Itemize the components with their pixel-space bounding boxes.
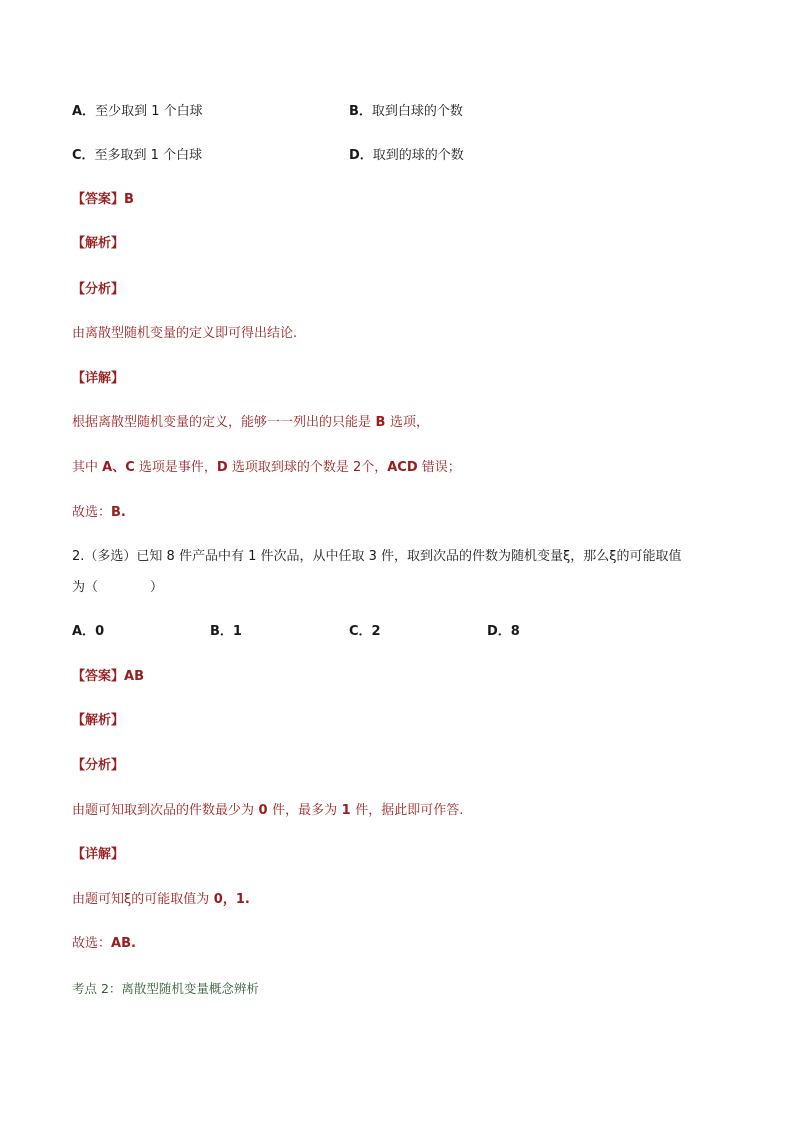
option-text: 取到的球的个数 <box>372 148 464 163</box>
q2-option-d <box>487 623 520 641</box>
q2-answer <box>72 668 144 686</box>
q2-choose <box>72 935 136 953</box>
text-segment: A、C <box>102 460 135 475</box>
text-segment: AB. <box>111 936 136 951</box>
option-label: B． <box>210 624 233 639</box>
text-segment: 0，1. <box>209 892 250 907</box>
text-segment: 选项取到球的个数是 2个， <box>227 460 388 475</box>
q2-detail-text <box>72 891 250 909</box>
q2-detail-tag: 【详解】 <box>72 847 125 862</box>
text-segment: 件，最多为 <box>272 803 338 818</box>
q1-option-c <box>72 147 202 165</box>
q2-stem-line2: 为（ ） <box>72 580 164 595</box>
text-segment: 故选： <box>72 936 112 951</box>
answer-value: AB <box>124 669 144 684</box>
option-label: A． <box>72 624 96 639</box>
q2-option-c <box>349 623 381 641</box>
q2-option-a <box>72 623 104 641</box>
option-text: 2 <box>371 624 381 639</box>
option-text: 取到白球的个数 <box>371 104 463 119</box>
q2-fenxi-tag: 【分析】 <box>72 758 125 773</box>
q1-analysis-tag: 【解析】 <box>72 236 125 251</box>
option-label: D． <box>487 624 511 639</box>
q2-fenxi-text <box>72 802 463 820</box>
section-heading: 考点 2：离散型随机变量概念辨析 <box>72 981 259 996</box>
answer-tag: 【答案】 <box>72 669 125 684</box>
option-text: 至少取到 1 个白球 <box>95 104 203 119</box>
q2-stem-line1: 2.（多选）已知 8 件产品中有 1 件次品，从中任取 3 件，取到次品的件数为随机变量ξ，那么ξ的可能取值 <box>72 549 682 564</box>
text-segment: 由题可知取到次品的件数最少为 <box>72 803 255 818</box>
text-segment: 选项， <box>389 415 429 430</box>
q1-answer <box>72 191 134 209</box>
text-segment: 由题可知ξ的可能取值为 <box>72 892 210 907</box>
answer-tag: 【答案】 <box>72 192 125 207</box>
q1-option-d <box>349 147 464 165</box>
option-label: D． <box>349 148 373 163</box>
option-label: B． <box>349 104 372 119</box>
text-segment: 选项是事件， <box>134 460 217 475</box>
q1-detail-tag: 【详解】 <box>72 371 125 386</box>
text-segment: 其中 <box>72 460 103 475</box>
q1-fenxi-text: 由离散型随机变量的定义即可得出结论. <box>72 326 298 341</box>
text-segment: 错误； <box>417 460 461 475</box>
q1-fenxi-tag: 【分析】 <box>72 282 125 297</box>
text-segment: B. <box>111 505 126 520</box>
text-segment: 1 <box>337 803 356 818</box>
q1-option-a <box>72 103 203 121</box>
text-segment: 件，据此即可作答. <box>355 803 464 818</box>
option-text: 0 <box>95 624 105 639</box>
text-segment: ACD <box>387 460 418 475</box>
answer-value: B <box>124 192 134 207</box>
option-text: 至多取到 1 个白球 <box>94 148 203 163</box>
option-label: A． <box>72 104 96 119</box>
text-segment: D <box>216 460 228 475</box>
option-label: C． <box>349 624 372 639</box>
q1-detail-line2 <box>72 459 461 477</box>
text-segment: 故选： <box>72 505 112 520</box>
q1-option-b <box>349 103 463 121</box>
q2-option-b <box>210 623 242 641</box>
text-segment: 0 <box>254 803 273 818</box>
q1-detail-line1 <box>72 414 429 432</box>
option-text: 1 <box>232 624 242 639</box>
option-text: 8 <box>510 624 520 639</box>
text-segment: B <box>371 415 390 430</box>
text-segment: 根据离散型随机变量的定义，能够一一列出的只能是 <box>72 415 372 430</box>
option-label: C． <box>72 148 95 163</box>
q2-analysis-tag: 【解析】 <box>72 713 125 728</box>
q1-choose <box>72 504 126 522</box>
